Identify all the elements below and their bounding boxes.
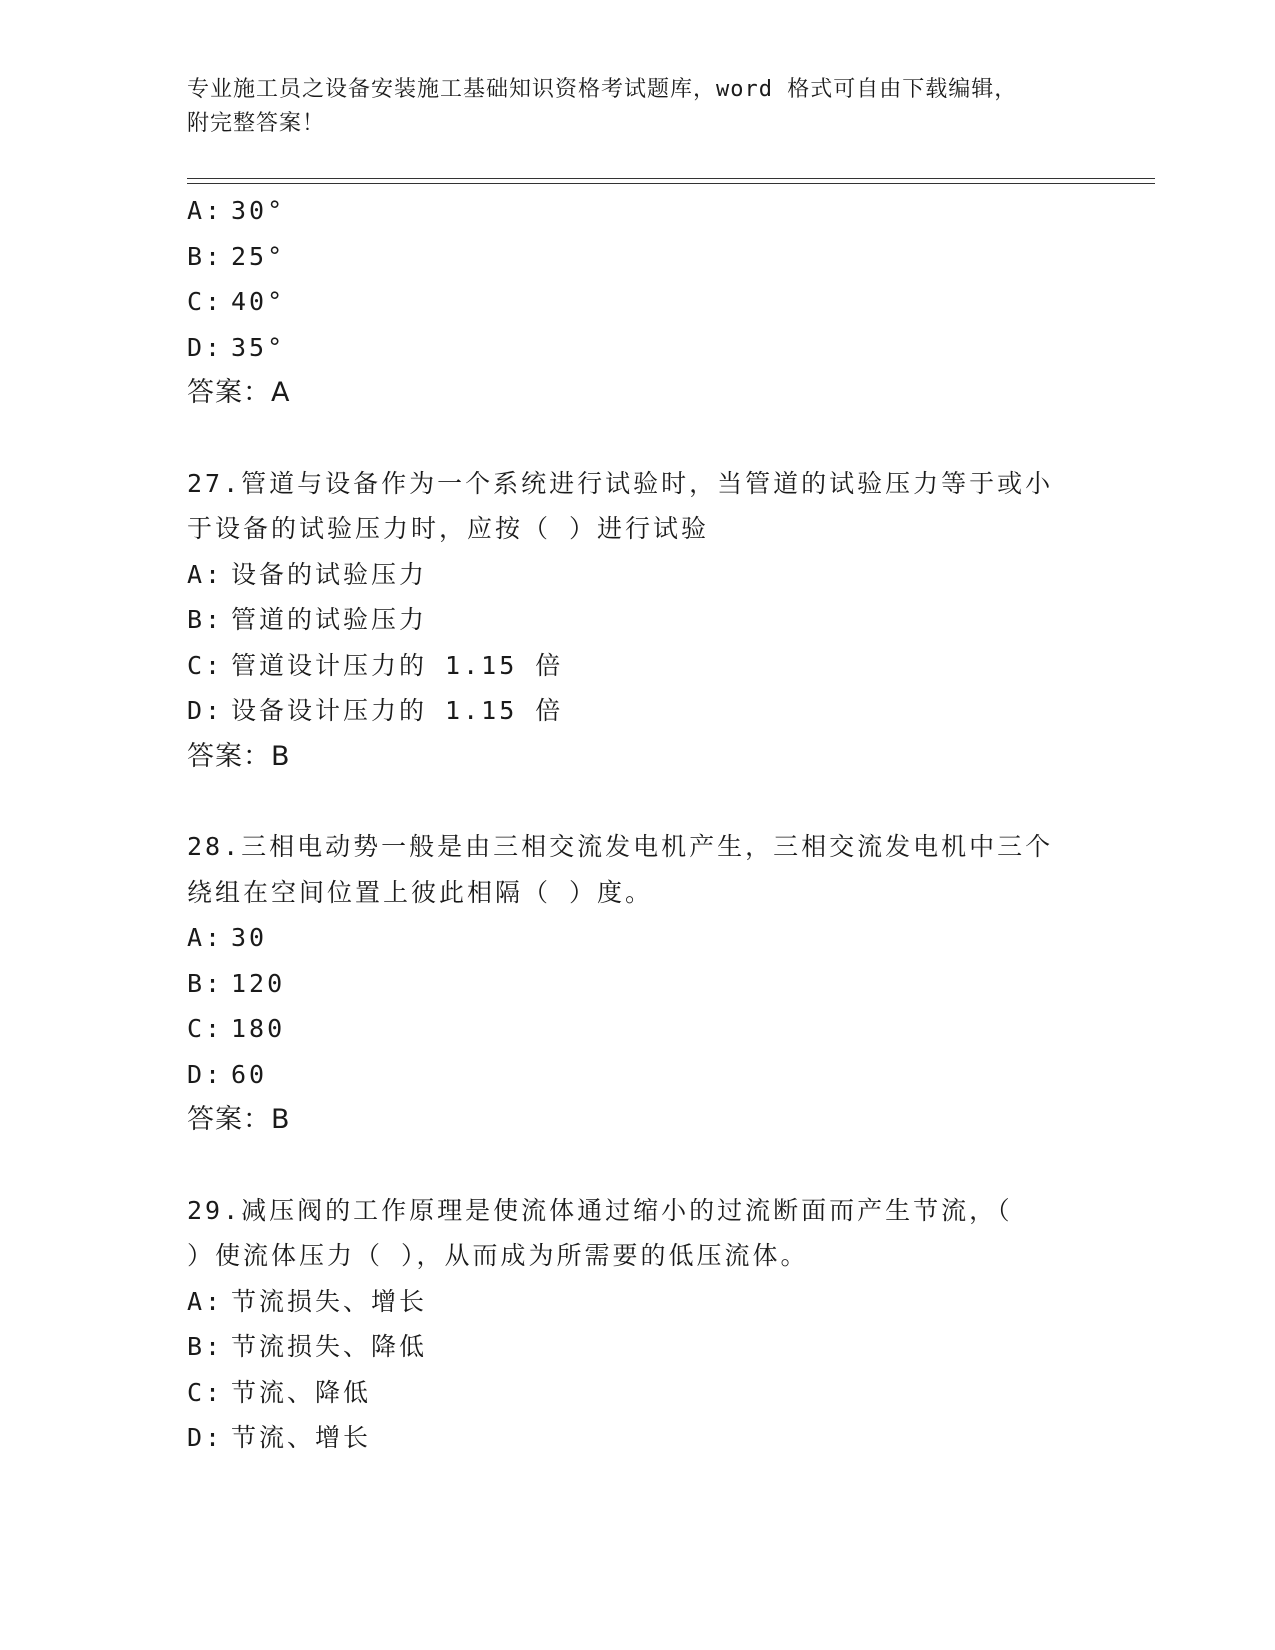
question-stem: 27.管道与设备作为一个系统进行试验时，当管道的试验压力等于或小 [187,468,1054,498]
question-stem: 29.减压阀的工作原理是使流体通过缩小的过流断面而产生节流，（ [187,1195,1013,1225]
question-29 [187,1188,1087,1461]
header-divider-top [187,178,1155,179]
option-c: C: 180 [187,1014,286,1043]
option-c: C: 节流、降低 [187,1377,372,1407]
option-c: C: 40° [187,287,286,316]
option-a: A: 节流损失、增长 [187,1286,428,1316]
header-line-2: 附完整答案！ [187,111,326,136]
option-a: A: 30 [187,923,268,952]
option-a: A: 30° [187,196,286,225]
option-b: B: 120 [187,968,286,998]
question-26 [187,188,1087,416]
answer-text: 答案：B [187,740,291,772]
question-27 [187,461,1087,780]
question-list [187,188,1087,1461]
option-b: B: 节流损失、降低 [187,1332,428,1361]
question-stem: 28.三相电动势一般是由三相交流发电机产生，三相交流发电机中三个 [187,832,1054,861]
question-28 [187,824,1087,1143]
option-a: A: 设备的试验压力 [187,559,428,589]
answer-text: 答案：B [187,1104,291,1135]
answer-text: 答案：A [187,377,291,408]
header-divider-bottom [187,183,1155,184]
question-stem-continued: 于设备的试验压力时，应按（ ）进行试验 [187,514,710,543]
question-stem-continued: ）使流体压力（ ），从而成为所需要的低压流体。 [187,1241,809,1270]
option-d: D: 60 [187,1059,268,1089]
option-d: D: 设备设计压力的 1.15 倍 [187,696,564,725]
document-header [187,73,1087,141]
question-stem-continued: 绕组在空间位置上彼此相隔（ ）度。 [187,877,654,907]
option-d: D: 35° [187,332,286,362]
option-d: D: 节流、增长 [187,1423,372,1452]
header-line-1: 专业施工员之设备安装施工基础知识资格考试题库，word 格式可自由下载编辑， [187,77,1018,102]
option-c: C: 管道设计压力的 1.15 倍 [187,650,564,680]
option-b: B: 25° [187,241,286,271]
option-b: B: 管道的试验压力 [187,605,428,634]
